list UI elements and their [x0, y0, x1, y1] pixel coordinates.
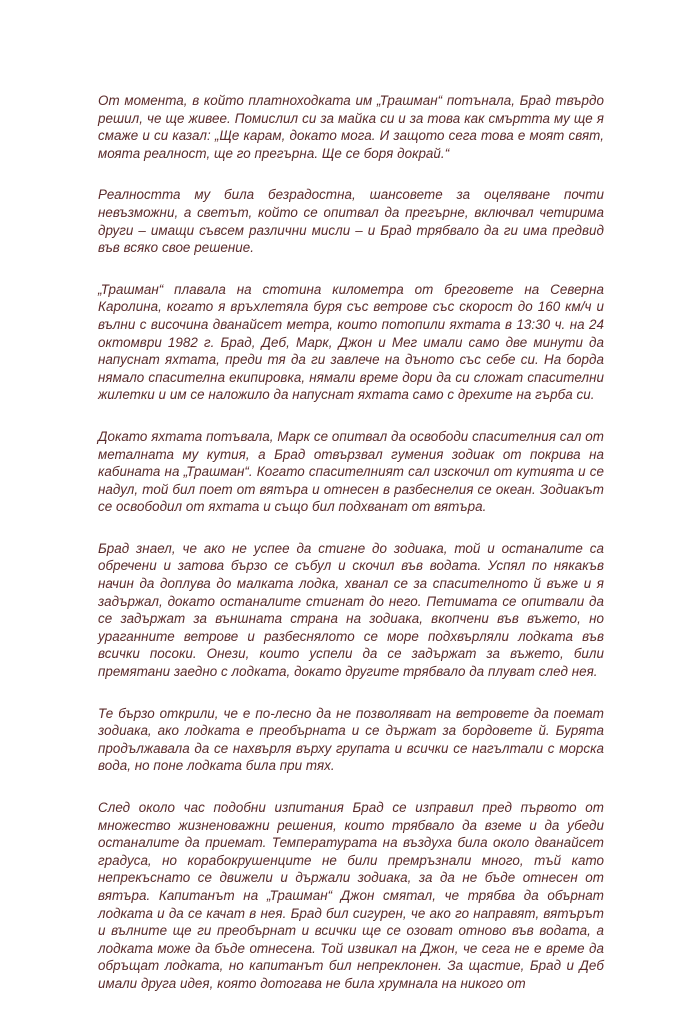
- paragraph: Реалността му била безрадостна, шансовете за оцеляване почти невъзможни, а светът, който се опитвал да прегърне, включвал четирима други – имащи съвсем различни мисли – и Брад трябвало да ги има предвид във всяко свое решение.: [98, 187, 604, 256]
- paragraph: „Трашман“ плавала на стотина километра от бреговете на Северна Каролина, когато я връхлетяла буря със ветрове със скорост до 160 км/ч и вълни с височина дванайсет метра, които потопили яхтата в 13:30 ч. на 24 октомври 1982 г. Брад, Деб, Марк, Джон и Мег имали само две минути да напуснат яхтата, преди тя да ги завлече на дъното със себе си. На борда нямало спасителна екипировка, нямали време дори да си сложат спасителни жилетки и им се наложило да напуснат яхтата само с дрехите на гърба си.: [98, 281, 604, 403]
- document-body: [98, 92, 604, 1017]
- paragraph: Докато яхтата потъвала, Марк се опитвал да освободи спасителния сал от металната му кутия, а Брад отвързвал гумения зодиак от покрива на кабината на „Трашман“. Когато спасителният сал изскочил от кутията и се надул, той бил поет от вятъра и отнесен в разбеснелия се океан. Зодиакът се освободил от яхтата и също бил подхванат от вятъра.: [98, 428, 604, 515]
- paragraph: От момента, в който платноходката им „Трашман“ потънала, Брад твърдо решил, че ще живее. Помислил си за майка си и за това как смъртта му ще я смаже и си казал: „Ще карам, докато мога. И защото сега това е моят свят, моята реалност, ще го прегърна. Ще се боря докрай.“: [98, 93, 604, 161]
- paragraph: След около час подобни изпитания Брад се изправил пред първото от множество жизненоважни решения, които трябвало да вземе и да убеди останалите да приемат. Температурата на въздуха била около дванайсет градуса, но корабокрушенците не били премръзнали много, тъй като непрекъснато се движели и държали зодиака, за да не бъде отнесен от вятъра. Капитанът на „Трашман“ Джон смятал, че трябва да обърнат лодката и да се качат в нея. Брад бил сигурен, че ако го направят, вятърът и вълните ще ги преобърнат и всички ще се озоват отново във водата, а лодката може да бъде отнесена. Той извикал на Джон, че сега не е време да обръщат лодката, но капитанът бил непреклонен. За щастие, Брад и Деб имали друга идея, която дотогава не била хрумнала на никого от: [98, 800, 604, 991]
- paragraph: Брад знаел, че ако не успее да стигне до зодиака, той и останалите са обречени и затова бързо се събул и скочил във водата. Успял по някакъв начин да доплува до малката лодка, хванал се за спасителното й въже и я задържал, докато останалите стигнат до него. Петимата се опитвали да се задържат за външната страна на зодиака, вкопчени във въжето, но ураганните ветрове и разбеснялото се море подхвърляли лодката във всички посоки. Онези, които успели да се задържат за въжето, били премятани заедно с лодката, докато другите трябвало да плуват след нея.: [98, 540, 604, 680]
- paragraph: Те бързо открили, че е по-лесно да не позволяват на ветровете да поемат зодиака, ако лодката е преобърната и се държат за бордовете й. Бурята продължавала да се нахвърля върху групата и всички се нагълтали с морска вода, но поне лодката била при тях.: [98, 705, 604, 774]
